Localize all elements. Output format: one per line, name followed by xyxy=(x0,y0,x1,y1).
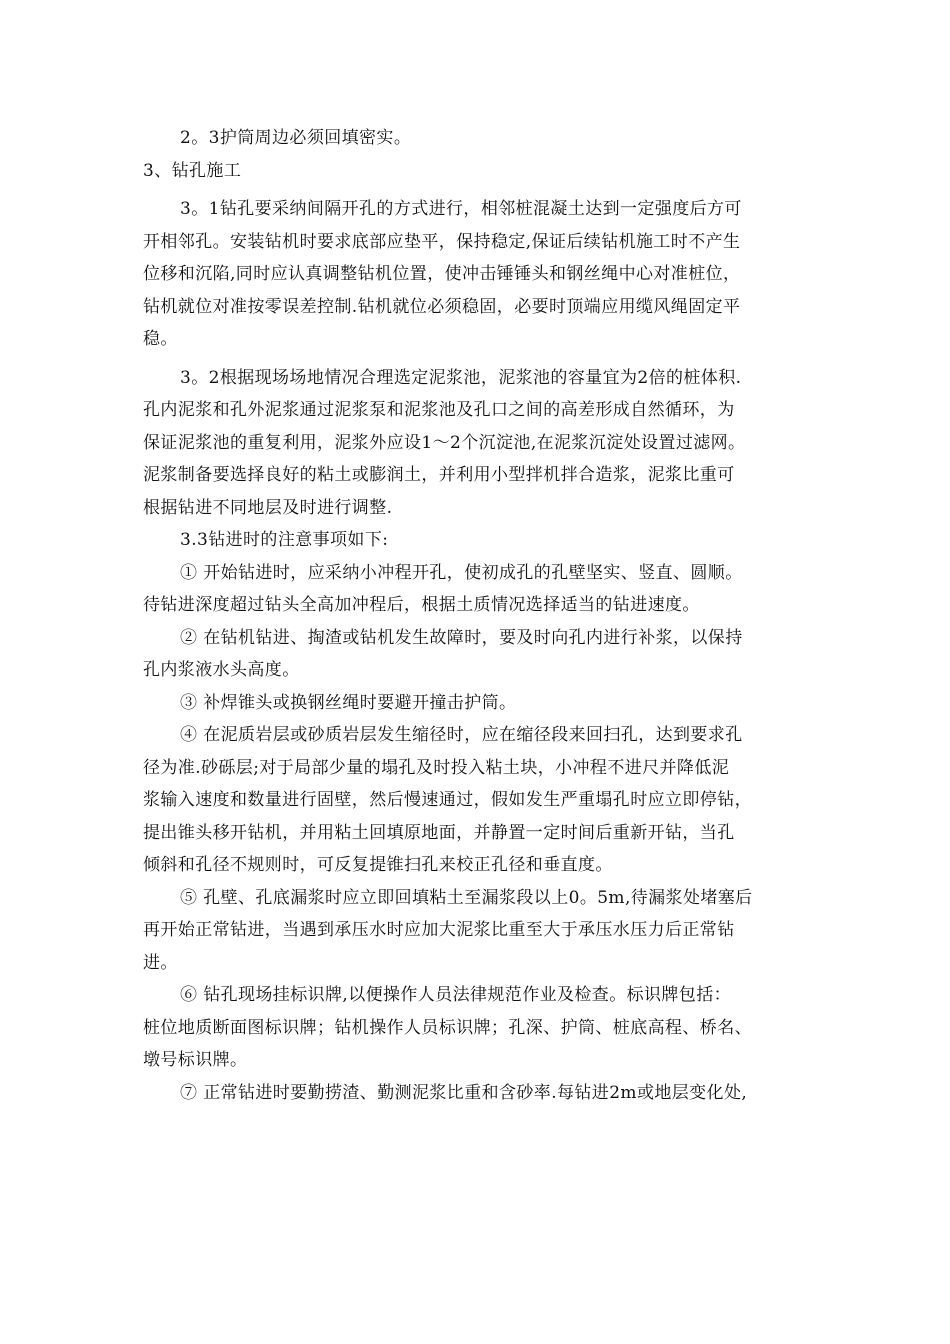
text-line: 2。3护筒周边必须回填密实。 xyxy=(180,128,412,148)
list-item-5 xyxy=(143,882,833,980)
text-line: 3。1钻孔要采纳间隔开孔的方式进行，相邻桩混凝土达到一定强度后方可 xyxy=(180,199,742,219)
text-line: 孔内泥浆和孔外泥浆通过泥浆泵和泥浆池及孔口之间的高差形成自然循环，为 xyxy=(143,400,735,420)
paragraph-3-1 xyxy=(143,193,833,356)
text-line: 3.3钻进时的注意事项如下: xyxy=(180,530,389,550)
text-line: 径为准.砂砾层;对于局部少量的塌孔及时投入粘土块，小冲程不进尺并降低泥 xyxy=(143,757,730,778)
list-item-1 xyxy=(143,557,833,622)
text-line: 浆输入速度和数量进行固壁，然后慢速通过，假如发生严重塌孔时应立即停钻， xyxy=(143,790,752,810)
text-line: ③ 补焊锥头或换钢丝绳时要避开撞击护筒。 xyxy=(180,692,517,713)
text-line: 再开始正常钻进，当遇到承压水时应加大泥浆比重至大于承压水压力后正常钻 xyxy=(143,920,735,940)
text-line: ⑤ 孔壁、孔底漏浆时应立即回填粘土至漏浆段以上0。5m,待漏浆处堵塞后 xyxy=(180,887,753,908)
list-item-3 xyxy=(143,687,833,720)
text-line: 倾斜和孔径不规则时，可反复提锥扫孔来校正孔径和垂直度。 xyxy=(143,855,613,875)
text-line: 孔内浆液水头高度。 xyxy=(143,660,300,680)
text-line: ① 开始钻进时，应采纳小冲程开孔，使初成孔的孔壁坚实、竖直、圆顺。 xyxy=(180,562,743,583)
paragraph-2-3 xyxy=(143,122,833,155)
text-line: 泥浆制备要选择良好的粘土或膨润土，并利用小型拌机拌合造浆，泥浆比重可 xyxy=(143,465,735,485)
text-line: ④ 在泥质岩层或砂质岩层发生缩径时，应在缩径段来回扫孔，达到要求孔 xyxy=(180,725,743,745)
list-item-7 xyxy=(143,1077,833,1110)
list-item-6 xyxy=(143,979,833,1077)
text-line: 桩位地质断面图标识牌；钻机操作人员标识牌；孔深、护筒、桩底高程、桥名、 xyxy=(143,1017,752,1038)
text-line: ⑥ 钻孔现场挂标识牌,以便操作人员法律规范作业及检查。标识牌包括： xyxy=(180,985,732,1005)
text-line: 稳。 xyxy=(143,329,178,349)
text-line: 待钻进深度超过钻头全高加冲程后，根据土质情况选择适当的钻进速度。 xyxy=(143,595,700,615)
document-body xyxy=(143,122,833,1109)
text-line: 保证泥浆池的重复利用，泥浆外应设1～2个沉淀池,在泥浆沉淀处设置过滤网。 xyxy=(143,432,746,453)
section-heading-drilling xyxy=(143,155,833,188)
paragraph-3-3 xyxy=(143,524,833,557)
list-item-4 xyxy=(143,719,833,882)
text-line: 墩号标识牌。 xyxy=(143,1050,248,1070)
text-line: 位移和沉陷,同时应认真调整钻机位置，使冲击锤锤头和钢丝绳中心对准桩位， xyxy=(143,264,741,284)
paragraph-3-2 xyxy=(143,362,833,525)
text-line: 开相邻孔。安装钻机时要求底部应垫平，保持稳定,保证后续钻机施工时不产生 xyxy=(143,231,741,252)
text-line: 根据钻进不同地层及时进行调整. xyxy=(143,497,393,518)
text-line: 3。2根据现场场地情况合理选定泥浆池，泥浆池的容量宜为2倍的桩体积. xyxy=(180,367,742,388)
text-line: 钻机就位对准按零误差控制.钻机就位必须稳固，必要时顶端应用缆风绳固定平 xyxy=(143,296,741,317)
text-line: 提出锥头移开钻机，并用粘土回填原地面，并静置一定时间后重新开钻，当孔 xyxy=(143,822,735,843)
text-line: ② 在钻机钻进、掏渣或钻机发生故障时，要及时向孔内进行补浆，以保持 xyxy=(180,627,743,648)
list-item-2 xyxy=(143,622,833,687)
text-line: ⑦ 正常钻进时要勤捞渣、勤测泥浆比重和含砂率.每钻进2m或地层变化处, xyxy=(180,1082,748,1103)
section-heading: 3、钻孔施工 xyxy=(143,160,242,181)
text-line: 进。 xyxy=(143,952,178,973)
